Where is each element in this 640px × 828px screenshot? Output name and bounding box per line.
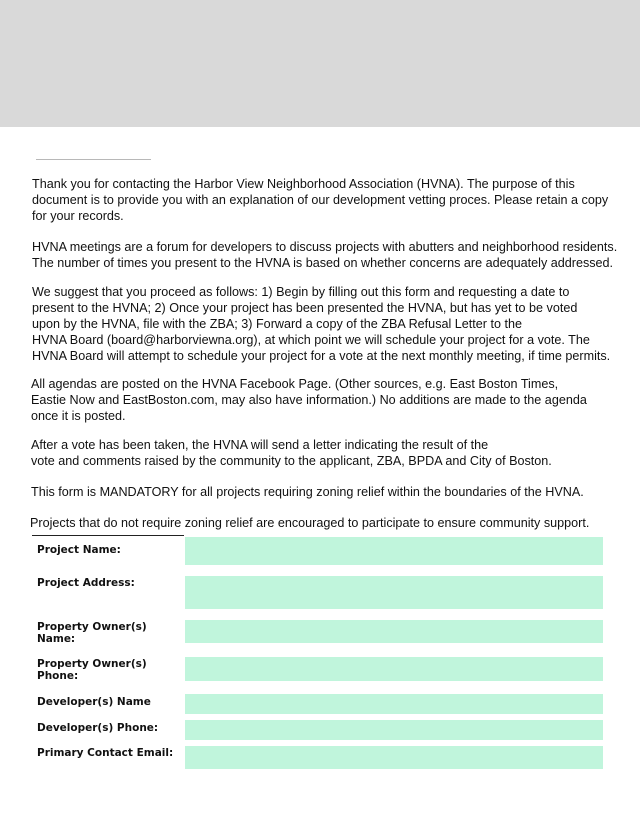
contact-email-field[interactable]	[185, 746, 603, 769]
owner-phone-label-line: Phone:	[37, 670, 79, 682]
project-name-label: Project Name:	[37, 544, 121, 556]
encouraged-line: Projects that do not require zoning relief are encouraged to participate to ensure community support.	[30, 516, 590, 530]
owner-name-label-line: Name:	[37, 633, 76, 645]
agendas-line: Eastie Now and EastBoston.com, may also have information.) No additions are made to the agenda	[31, 393, 587, 407]
intro-line: for your records.	[32, 209, 124, 223]
developer-phone-field[interactable]	[185, 720, 603, 740]
vote-line: After a vote has been taken, the HVNA will send a letter indicating the result of the	[31, 438, 489, 452]
intro-line: Thank you for contacting the Harbor View Neighborhood Association (HVNA). The purpose of this	[32, 177, 575, 191]
form-divider	[32, 535, 184, 536]
meetings-line: The number of times you present to the HVNA is based on whether concerns are adequately addressed.	[32, 256, 614, 270]
contact-email-label: Primary Contact Email:	[37, 747, 174, 759]
mandatory-line: This form is MANDATORY for all projects requiring zoning relief within the boundaries of the HVNA.	[31, 485, 584, 499]
vote-line: vote and comments raised by the community to the applicant, ZBA, BPDA and City of Boston.	[31, 454, 552, 468]
agendas-line: All agendas are posted on the HVNA Facebook Page. (Other sources, e.g. East Boston Times,	[31, 377, 559, 391]
mandatory-paragraph	[31, 484, 584, 500]
process-line: We suggest that you proceed as follows: 1) Begin by filling out this form and requesting a date to	[32, 285, 570, 299]
owner-name-label-line: Property Owner(s)	[37, 621, 147, 633]
owner-phone-label-line: Property Owner(s)	[37, 658, 147, 670]
vote-paragraph	[31, 437, 552, 469]
encouraged-paragraph	[30, 515, 589, 531]
meetings-line: HVNA meetings are a forum for developers to discuss projects with abutters and neighborhood residents.	[32, 240, 618, 254]
agendas-line: once it is posted.	[31, 409, 126, 423]
process-line: HVNA Board (board@harborviewna.org), at which point we will schedule your project for a vote. The	[32, 333, 590, 347]
intro-line: document is to provide you with an explanation of our development vetting proces. Please retain a copy	[32, 193, 609, 207]
project-address-label: Project Address:	[37, 577, 135, 589]
agendas-paragraph	[31, 376, 587, 424]
owner-name-field[interactable]	[185, 620, 603, 643]
owner-phone-field[interactable]	[185, 657, 603, 681]
developer-name-field[interactable]	[185, 694, 603, 714]
developer-name-label: Developer(s) Name	[37, 696, 151, 708]
meetings-paragraph	[32, 239, 617, 271]
top-divider	[36, 159, 151, 160]
intro-paragraph	[32, 176, 608, 224]
process-paragraph	[32, 284, 610, 364]
process-line: upon by the HVNA, file with the ZBA; 3) Forward a copy of the ZBA Refusal Letter to the	[32, 317, 522, 331]
project-address-field[interactable]	[185, 576, 603, 609]
project-name-field[interactable]	[185, 537, 603, 565]
developer-phone-label: Developer(s) Phone:	[37, 722, 159, 734]
process-line: present to the HVNA; 2) Once your project has been presented the HVNA, but has yet to be voted	[32, 301, 578, 315]
process-line: HVNA Board will attempt to schedule your project for a vote at the next monthly meeting, if time permits.	[32, 349, 611, 363]
owner-phone-label	[37, 658, 147, 682]
owner-name-label	[37, 621, 147, 645]
header-band	[0, 0, 640, 127]
